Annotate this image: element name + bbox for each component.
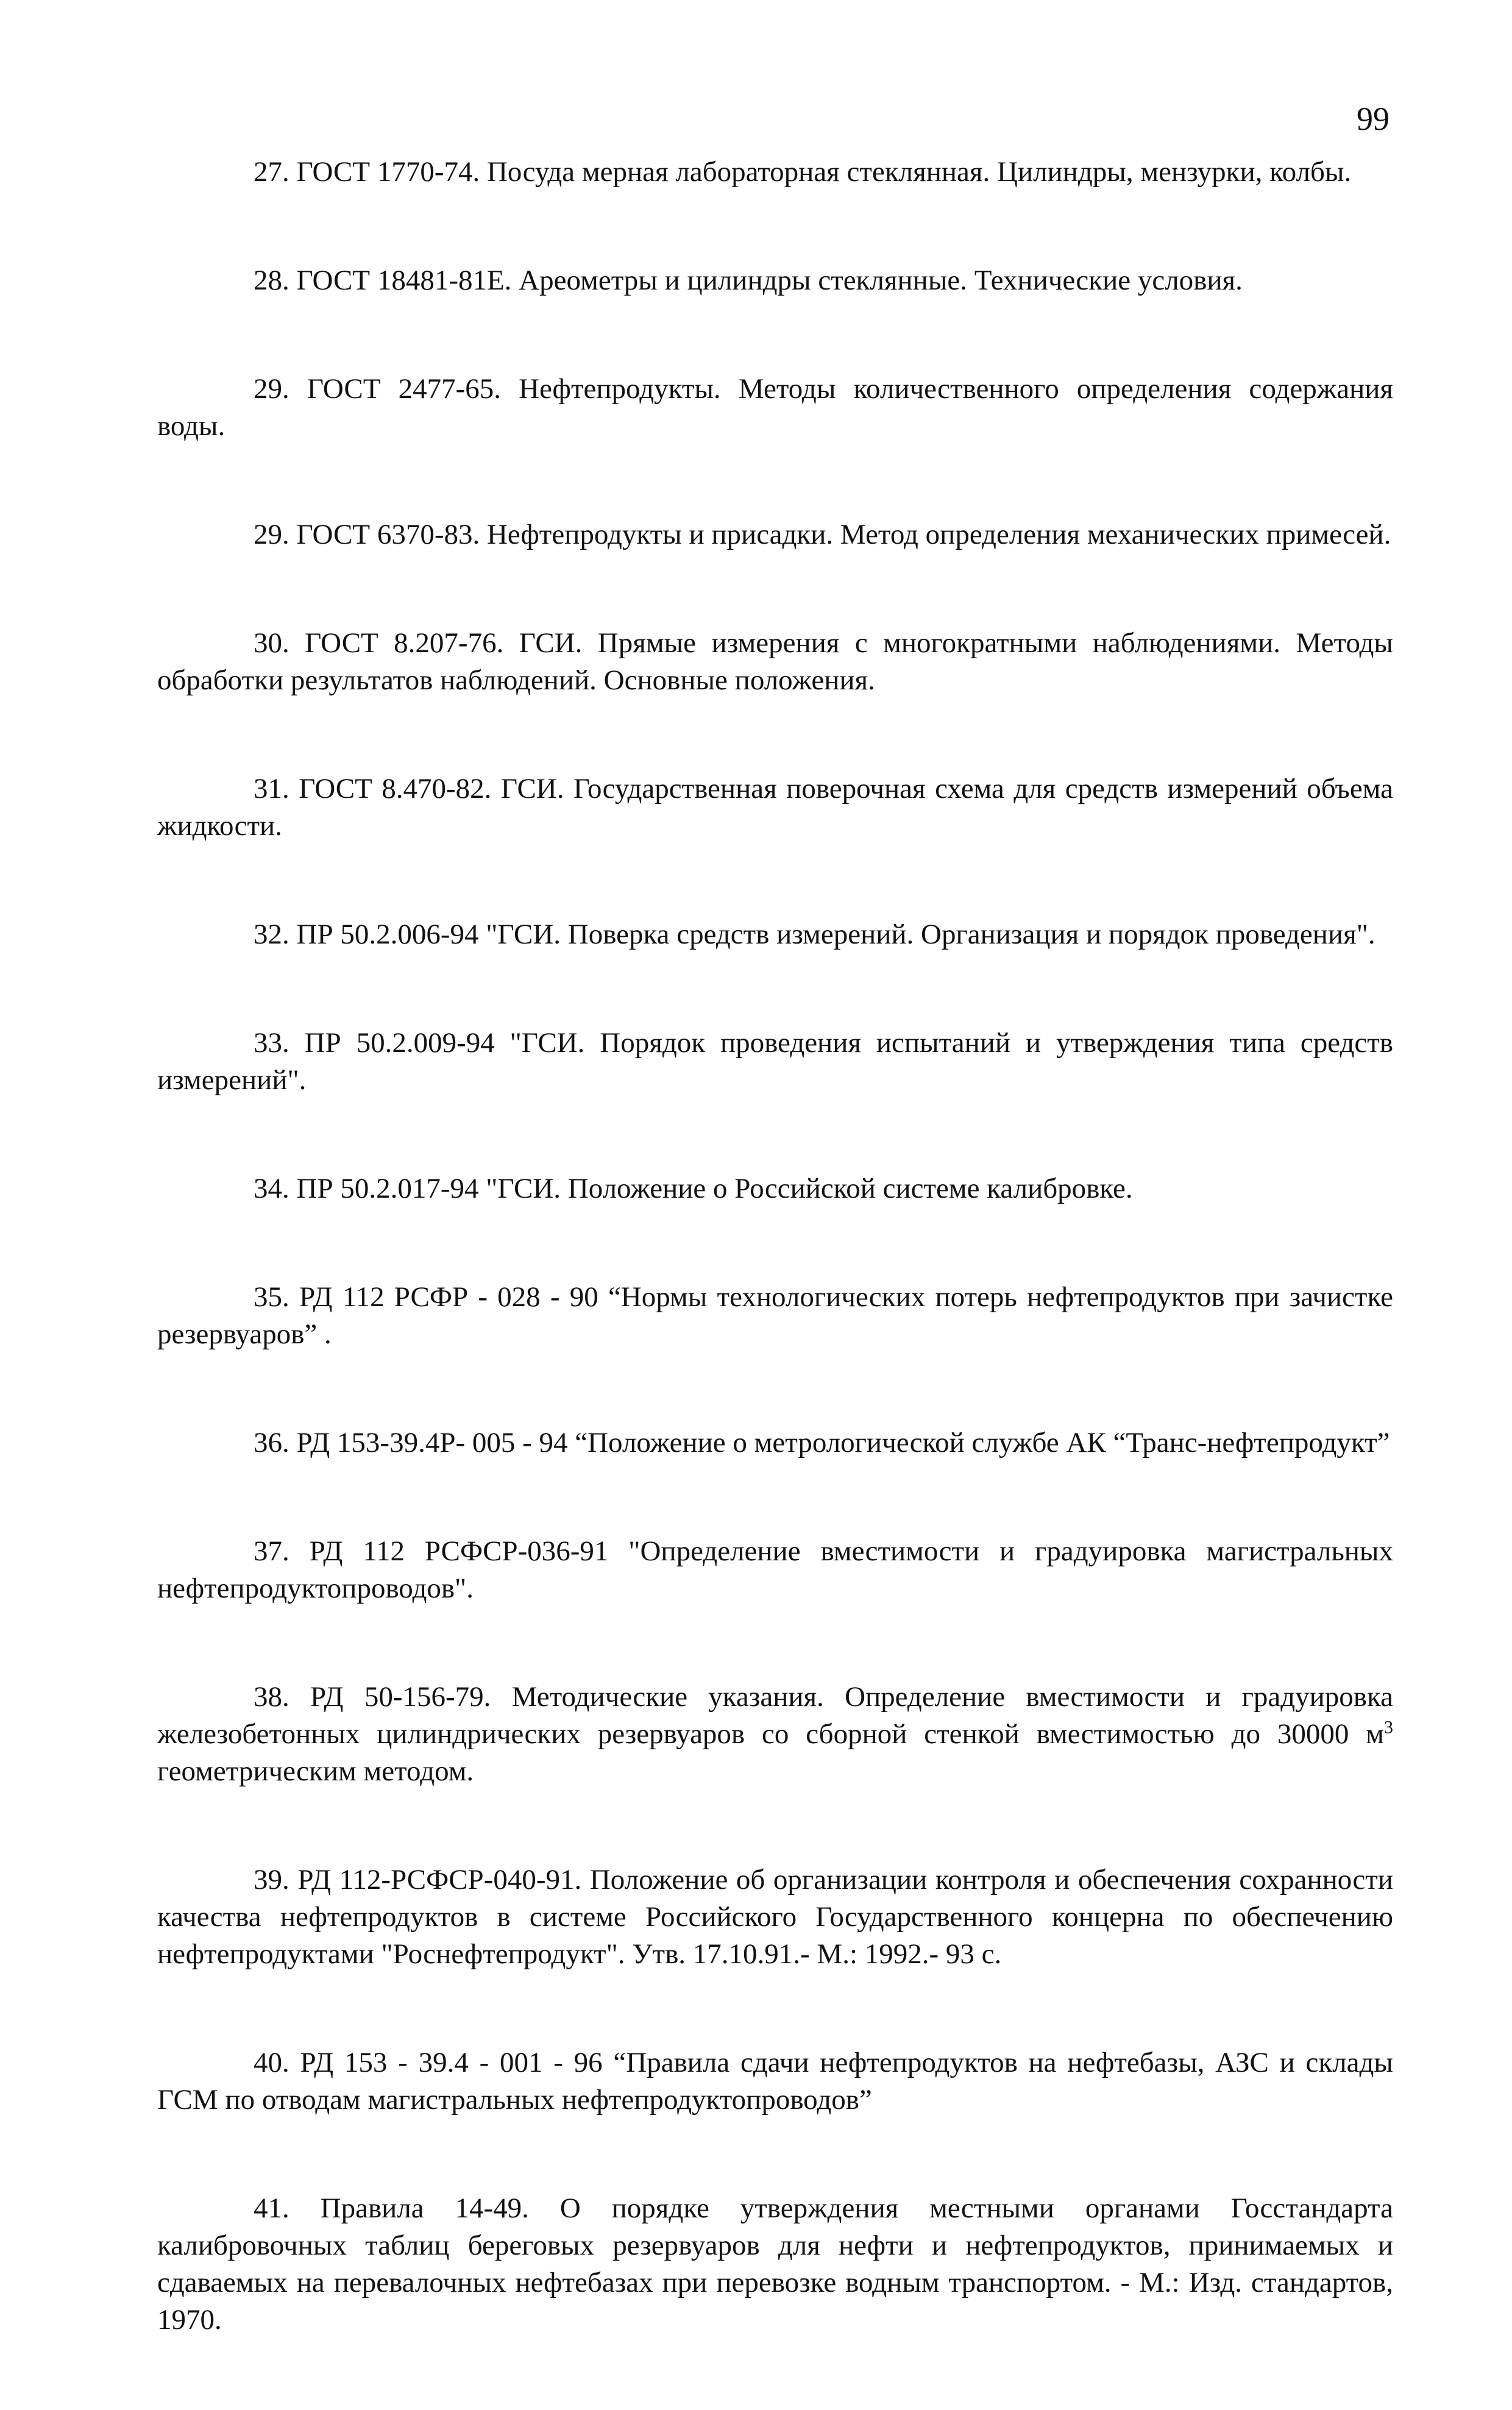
reference-list (157, 154, 1393, 2410)
reference-item-31: 31. ГОСТ 8.470-82. ГСИ. Государственная поверочная схема для средств измерений объема жидкости. (157, 773, 1393, 842)
cubic-superscript: 3 (1384, 1717, 1393, 1738)
reference-item-30: 30. ГОСТ 8.207-76. ГСИ. Прямые измерения с многократными наблюдениями. Методы обработки результатов наблюдений. Основные положения. (157, 627, 1393, 696)
reference-item-39: 39. РД 112-РСФСР-040-91. Положение об организации контроля и обеспечения сохранности качества нефтепродуктов в системе Российского Государственного концерна по обеспечению нефтепродуктами "Роснефтепродукт". Утв. 17.10.91.- М.: 1992.- 93 с. (157, 1864, 1393, 1970)
reference-38-text-end: геометрическим методом. (157, 1755, 474, 1787)
reference-item-33: 33. ПР 50.2.009-94 "ГСИ. Порядок проведения испытаний и утверждения типа средств измерений". (157, 1027, 1393, 1096)
reference-item-41: 41. Правила 14-49. О порядке утверждения местными органами Госстандарта калибровочных таблиц береговых резервуаров для нефти и нефтепродуктов, принимаемых и сдаваемых на перевалочных нефтебазах при перевозке водным транспортом. - М.: Изд. стандартов, 1970. (157, 2192, 1393, 2336)
reference-item-36: 36. РД 153-39.4Р- 005 - 94 “Положение о метрологической службе АК “Транс-нефтепродукт” (254, 1427, 1390, 1459)
reference-item-40: 40. РД 153 - 39.4 - 001 - 96 “Правила сдачи нефтепродуктов на нефтебазы, АЗС и склады ГСМ по отводам магистральных нефтепродуктопроводов” (157, 2047, 1393, 2116)
reference-item-29a: 29. ГОСТ 2477-65. Нефтепродукты. Методы количественного определения содержания воды. (157, 373, 1393, 442)
reference-38-text: 38. РД 50-156-79. Методические указания. Определение вместимости и градуировка железобетонных цилиндрических резервуаров со сборной стенкой вместимостью до 30000 м (157, 1681, 1393, 1750)
reference-item-29b: 29. ГОСТ 6370-83. Нефтепродукты и присадки. Метод определения механических примесей. (254, 519, 1391, 550)
reference-item-28: 28. ГОСТ 18481-81Е. Ареометры и цилиндры стеклянные. Технические условия. (254, 265, 1243, 296)
reference-item-38 (157, 1679, 1393, 1790)
reference-item-32: 32. ПР 50.2.006-94 "ГСИ. Поверка средств измерений. Организация и порядок проведения". (254, 919, 1375, 950)
reference-item-35: 35. РД 112 РСФР - 028 - 90 “Нормы технологических потерь нефтепродуктов при зачистке резервуаров” . (157, 1281, 1393, 1350)
reference-item-34: 34. ПР 50.2.017-94 "ГСИ. Положение о Российской системе калибровке. (254, 1173, 1133, 1204)
reference-item-37: 37. РД 112 РСФСР-036-91 "Определение вместимости и градуировка магистральных нефтепродуктопроводов". (157, 1535, 1393, 1604)
reference-item-27: 27. ГОСТ 1770-74. Посуда мерная лабораторная стеклянная. Цилиндры, мензурки, колбы. (254, 156, 1352, 188)
page-number: 99 (1357, 101, 1390, 137)
